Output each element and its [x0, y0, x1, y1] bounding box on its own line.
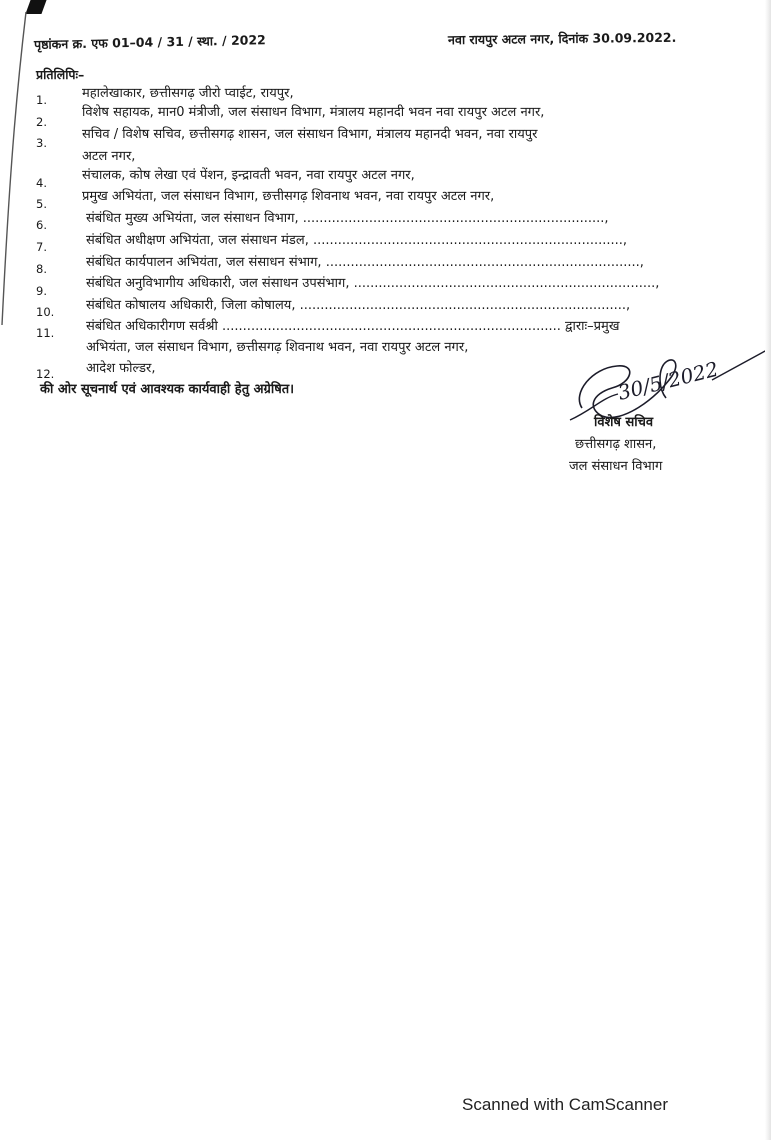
list-number: 1. — [36, 93, 47, 107]
copy-heading: प्रतिलिपिः– — [36, 67, 85, 82]
list-number: 3. — [36, 136, 47, 150]
list-item: महालेखाकार, छत्तीसगढ़ जीरो प्वाईट, रायपुर, — [82, 86, 294, 101]
signatory-department: जल संसाधन विभाग — [569, 459, 663, 474]
list-item: प्रमुख अभियंता, जल संसाधन विभाग, छत्तीसगढ़ शिवनाथ भवन, नवा रायपुर अटल नगर, — [82, 189, 495, 204]
signatory-designation: विशेष सचिव — [594, 415, 654, 430]
list-number: 10. — [36, 305, 55, 319]
list-item: संबंधित अधीक्षण अभियंता, जल संसाधन मंडल, ..........................................................................., — [86, 233, 628, 248]
list-item: संबंधित कार्यपालन अभियंता, जल संसाधन संभाग, ............................................................................, — [86, 255, 644, 270]
list-item: सचिव / विशेष सचिव, छत्तीसगढ़ शासन, जल संसाधन विभाग, मंत्रालय महानदी भवन, नवा रायपुर — [82, 127, 538, 142]
scanner-watermark: Scanned with CamScanner — [462, 1095, 669, 1114]
list-item-continued: अटल नगर, — [82, 149, 136, 164]
place-date: नवा रायपुर अटल नगर, दिनांक 30.09.2022. — [447, 29, 677, 48]
list-number: 5. — [36, 197, 47, 211]
list-number: 8. — [36, 262, 47, 276]
list-number: 12. — [36, 367, 55, 381]
list-number: 7. — [36, 240, 47, 254]
list-number: 11. — [36, 326, 55, 340]
list-item: संबंधित अनुविभागीय अधिकारी, जल संसाधन उपसंभाग, ........................................................................., — [86, 276, 660, 291]
list-item: संचालक, कोष लेखा एवं पेंशन, इन्द्रावती भवन, नवा रायपुर अटल नगर, — [82, 168, 415, 183]
list-number: 9. — [36, 284, 47, 298]
list-number: 4. — [36, 176, 47, 190]
list-item: संबंधित कोषालय अधिकारी, जिला कोषालय, ..............................................................................., — [86, 298, 631, 313]
list-item: संबंधित अधिकारीगण सर्वश्री .................................................................................. द्वाराः–प्रमुख — [86, 319, 620, 334]
list-number: 2. — [36, 115, 47, 129]
list-item: विशेष सहायक, मान0 मंत्रीजी, जल संसाधन विभाग, मंत्रालय महानदी भवन नवा रायपुर अटल नगर, — [82, 105, 545, 120]
scan-edge-shadow — [765, 0, 771, 1140]
list-item: आदेश फोल्डर, — [86, 361, 156, 376]
memo-number: पृष्ठांकन क्र. एफ 01–04 / 31 / स्था. / 2022 — [33, 32, 266, 52]
list-number: 6. — [36, 218, 47, 232]
list-item-continued: अभियंता, जल संसाधन विभाग, छत्तीसगढ़ शिवनाथ भवन, नवा रायपुर अटल नगर, — [86, 340, 469, 355]
forwarding-note: की ओर सूचनार्थ एवं आवश्यक कार्यवाही हेतु अग्रेषित। — [40, 382, 295, 397]
list-item: संबंधित मुख्य अभियंता, जल संसाधन विभाग, ........................................................................., — [86, 211, 609, 226]
signature-date: 30/5/2022 — [615, 356, 721, 405]
signatory-government: छत्तीसगढ़ शासन, — [575, 437, 657, 452]
